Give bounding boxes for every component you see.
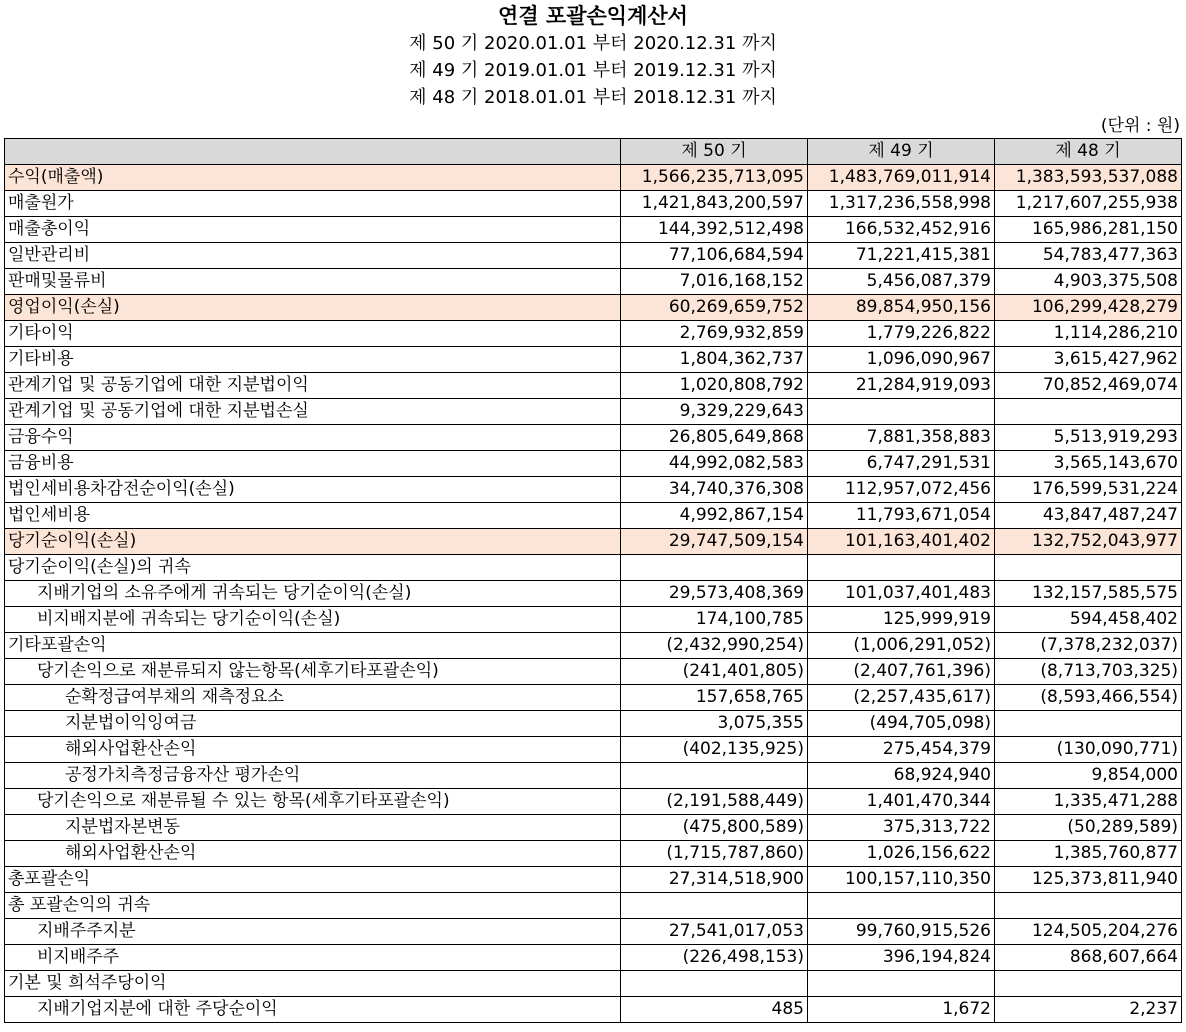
table-row (5, 763, 1182, 789)
table-row (5, 737, 1182, 763)
value-period-50: (2,191,588,449) (621, 789, 808, 815)
account-label: 지분법자본변동 (5, 815, 621, 841)
table-row (5, 295, 1182, 321)
unit-label: (단위 : 원) (1100, 116, 1180, 136)
value-period-50: 9,329,229,643 (621, 399, 808, 425)
value-period-49 (808, 971, 995, 997)
table-row (5, 685, 1182, 711)
value-period-48: (50,289,589) (995, 815, 1182, 841)
value-period-48: 132,752,043,977 (995, 529, 1182, 555)
header-period-50: 제 50 기 (621, 139, 808, 165)
account-label: 금융비용 (5, 451, 621, 477)
value-period-48: 132,157,585,575 (995, 581, 1182, 607)
account-label: 판매및물류비 (5, 269, 621, 295)
value-period-48: 4,903,375,508 (995, 269, 1182, 295)
account-label: 총포괄손익 (5, 867, 621, 893)
header-period-48: 제 48 기 (995, 139, 1182, 165)
table-row (5, 269, 1182, 295)
value-period-48: 594,458,402 (995, 607, 1182, 633)
table-row (5, 867, 1182, 893)
value-period-48: 165,986,281,150 (995, 217, 1182, 243)
table-row (5, 945, 1182, 971)
value-period-50: (475,800,589) (621, 815, 808, 841)
value-period-49: 100,157,110,350 (808, 867, 995, 893)
value-period-50: 485 (621, 997, 808, 1023)
value-period-48: 3,565,143,670 (995, 451, 1182, 477)
value-period-50: (241,401,805) (621, 659, 808, 685)
account-label: 매출원가 (5, 191, 621, 217)
value-period-50 (621, 555, 808, 581)
value-period-48: (8,713,703,325) (995, 659, 1182, 685)
value-period-50 (621, 971, 808, 997)
account-label: 기타포괄손익 (5, 633, 621, 659)
value-period-50: 7,016,168,152 (621, 269, 808, 295)
value-period-50: 157,658,765 (621, 685, 808, 711)
value-period-50: (402,135,925) (621, 737, 808, 763)
table-row (5, 165, 1182, 191)
table-row (5, 399, 1182, 425)
value-period-48 (995, 399, 1182, 425)
account-label: 영업이익(손실) (5, 295, 621, 321)
table-row (5, 529, 1182, 555)
value-period-50: 1,804,362,737 (621, 347, 808, 373)
account-label: 비지배주주 (5, 945, 621, 971)
value-period-50: 4,992,867,154 (621, 503, 808, 529)
account-label: 매출총이익 (5, 217, 621, 243)
value-period-49: 275,454,379 (808, 737, 995, 763)
table-row (5, 789, 1182, 815)
value-period-49: 1,401,470,344 (808, 789, 995, 815)
value-period-49: 68,924,940 (808, 763, 995, 789)
table-row (5, 477, 1182, 503)
value-period-49: 5,456,087,379 (808, 269, 995, 295)
table-row (5, 243, 1182, 269)
value-period-48: 43,847,487,247 (995, 503, 1182, 529)
account-label: 당기순이익(손실)의 귀속 (5, 555, 621, 581)
value-period-48: 125,373,811,940 (995, 867, 1182, 893)
value-period-50 (621, 893, 808, 919)
table-row (5, 503, 1182, 529)
account-label: 법인세비용 (5, 503, 621, 529)
value-period-50: (226,498,153) (621, 945, 808, 971)
value-period-48: 868,607,664 (995, 945, 1182, 971)
table-row (5, 581, 1182, 607)
value-period-48 (995, 555, 1182, 581)
account-label: 관계기업 및 공동기업에 대한 지분법손실 (5, 399, 621, 425)
value-period-50: 1,421,843,200,597 (621, 191, 808, 217)
statement-title: 연결 포괄손익계산서 (498, 4, 688, 28)
value-period-48: 1,335,471,288 (995, 789, 1182, 815)
account-label: 금융수익 (5, 425, 621, 451)
account-label: 지배주주지분 (5, 919, 621, 945)
value-period-48: 54,783,477,363 (995, 243, 1182, 269)
table-row (5, 451, 1182, 477)
account-label: 기본 및 희석주당이익 (5, 971, 621, 997)
value-period-49: 396,194,824 (808, 945, 995, 971)
table-row (5, 217, 1182, 243)
value-period-48: 3,615,427,962 (995, 347, 1182, 373)
value-period-49: (2,407,761,396) (808, 659, 995, 685)
value-period-48: 70,852,469,074 (995, 373, 1182, 399)
value-period-49: 11,793,671,054 (808, 503, 995, 529)
table-row (5, 555, 1182, 581)
value-period-50: 34,740,376,308 (621, 477, 808, 503)
table-row (5, 893, 1182, 919)
value-period-49: 99,760,915,526 (808, 919, 995, 945)
value-period-50: 1,020,808,792 (621, 373, 808, 399)
value-period-49: 71,221,415,381 (808, 243, 995, 269)
value-period-48 (995, 893, 1182, 919)
value-period-49 (808, 399, 995, 425)
account-label: 순확정급여부채의 재측정요소 (5, 685, 621, 711)
value-period-50: 44,992,082,583 (621, 451, 808, 477)
value-period-48: 1,383,593,537,088 (995, 165, 1182, 191)
value-period-49: 7,881,358,883 (808, 425, 995, 451)
table-row (5, 373, 1182, 399)
account-label: 지배기업의 소유주에게 귀속되는 당기순이익(손실) (5, 581, 621, 607)
value-period-49: 1,026,156,622 (808, 841, 995, 867)
value-period-48: 1,217,607,255,938 (995, 191, 1182, 217)
value-period-50: 144,392,512,498 (621, 217, 808, 243)
value-period-48: (8,593,466,554) (995, 685, 1182, 711)
account-label: 기타이익 (5, 321, 621, 347)
value-period-48: 124,505,204,276 (995, 919, 1182, 945)
value-period-48: 176,599,531,224 (995, 477, 1182, 503)
account-label: 법인세비용차감전순이익(손실) (5, 477, 621, 503)
value-period-48: 5,513,919,293 (995, 425, 1182, 451)
period-line: 제 48 기 2018.01.01 부터 2018.12.31 까지 (409, 87, 777, 108)
table-row (5, 711, 1182, 737)
value-period-48: (7,378,232,037) (995, 633, 1182, 659)
header-period-49: 제 49 기 (808, 139, 995, 165)
value-period-49: 101,037,401,483 (808, 581, 995, 607)
header-row (5, 139, 1182, 165)
value-period-49 (808, 555, 995, 581)
table-row (5, 425, 1182, 451)
account-label: 해외사업환산손익 (5, 737, 621, 763)
value-period-49: 1,672 (808, 997, 995, 1023)
value-period-50: 1,566,235,713,095 (621, 165, 808, 191)
account-label: 지분법이익잉여금 (5, 711, 621, 737)
value-period-50: 77,106,684,594 (621, 243, 808, 269)
value-period-50: 27,314,518,900 (621, 867, 808, 893)
income-statement-table (4, 138, 1182, 1023)
account-label: 기타비용 (5, 347, 621, 373)
value-period-50: 2,769,932,859 (621, 321, 808, 347)
account-label: 총 포괄손익의 귀속 (5, 893, 621, 919)
value-period-50: (2,432,990,254) (621, 633, 808, 659)
value-period-48 (995, 971, 1182, 997)
table-row (5, 633, 1182, 659)
period-line: 제 50 기 2020.01.01 부터 2020.12.31 까지 (409, 33, 777, 54)
value-period-49: 101,163,401,402 (808, 529, 995, 555)
period-line: 제 49 기 2019.01.01 부터 2019.12.31 까지 (409, 60, 777, 81)
table-row (5, 841, 1182, 867)
value-period-48: 2,237 (995, 997, 1182, 1023)
value-period-48 (995, 711, 1182, 737)
account-label: 지배기업지분에 대한 주당순이익 (5, 997, 621, 1023)
account-label: 일반관리비 (5, 243, 621, 269)
table-row (5, 971, 1182, 997)
account-label: 공정가치측정금융자산 평가손익 (5, 763, 621, 789)
value-period-50: 29,747,509,154 (621, 529, 808, 555)
table-row (5, 659, 1182, 685)
table-body (5, 165, 1182, 1023)
value-period-49: (1,006,291,052) (808, 633, 995, 659)
value-period-50: 60,269,659,752 (621, 295, 808, 321)
account-label: 관계기업 및 공동기업에 대한 지분법이익 (5, 373, 621, 399)
value-period-49: 21,284,919,093 (808, 373, 995, 399)
value-period-48: 1,114,286,210 (995, 321, 1182, 347)
value-period-49: 1,779,226,822 (808, 321, 995, 347)
value-period-50: 29,573,408,369 (621, 581, 808, 607)
value-period-49: 125,999,919 (808, 607, 995, 633)
account-label: 당기순이익(손실) (5, 529, 621, 555)
table-row (5, 191, 1182, 217)
table-row (5, 997, 1182, 1023)
value-period-48: 106,299,428,279 (995, 295, 1182, 321)
value-period-49: (2,257,435,617) (808, 685, 995, 711)
value-period-49: 1,317,236,558,998 (808, 191, 995, 217)
table-row (5, 321, 1182, 347)
account-label: 당기손익으로 재분류되지 않는항목(세후기타포괄손익) (5, 659, 621, 685)
account-label: 수익(매출액) (5, 165, 621, 191)
value-period-50: 3,075,355 (621, 711, 808, 737)
value-period-48: 1,385,760,877 (995, 841, 1182, 867)
value-period-49: 375,313,722 (808, 815, 995, 841)
table-row (5, 347, 1182, 373)
value-period-49 (808, 893, 995, 919)
value-period-48: 9,854,000 (995, 763, 1182, 789)
value-period-49: (494,705,098) (808, 711, 995, 737)
value-period-49: 6,747,291,531 (808, 451, 995, 477)
account-label: 해외사업환산손익 (5, 841, 621, 867)
table-row (5, 815, 1182, 841)
value-period-50: 174,100,785 (621, 607, 808, 633)
account-label: 비지배지분에 귀속되는 당기순이익(손실) (5, 607, 621, 633)
value-period-50 (621, 763, 808, 789)
value-period-50: 26,805,649,868 (621, 425, 808, 451)
value-period-50: (1,715,787,860) (621, 841, 808, 867)
value-period-49: 1,483,769,011,914 (808, 165, 995, 191)
account-label: 당기손익으로 재분류될 수 있는 항목(세후기타포괄손익) (5, 789, 621, 815)
value-period-49: 1,096,090,967 (808, 347, 995, 373)
value-period-49: 112,957,072,456 (808, 477, 995, 503)
table-row (5, 607, 1182, 633)
value-period-49: 166,532,452,916 (808, 217, 995, 243)
value-period-50: 27,541,017,053 (621, 919, 808, 945)
header-account (5, 139, 621, 165)
table-row (5, 919, 1182, 945)
value-period-49: 89,854,950,156 (808, 295, 995, 321)
value-period-48: (130,090,771) (995, 737, 1182, 763)
